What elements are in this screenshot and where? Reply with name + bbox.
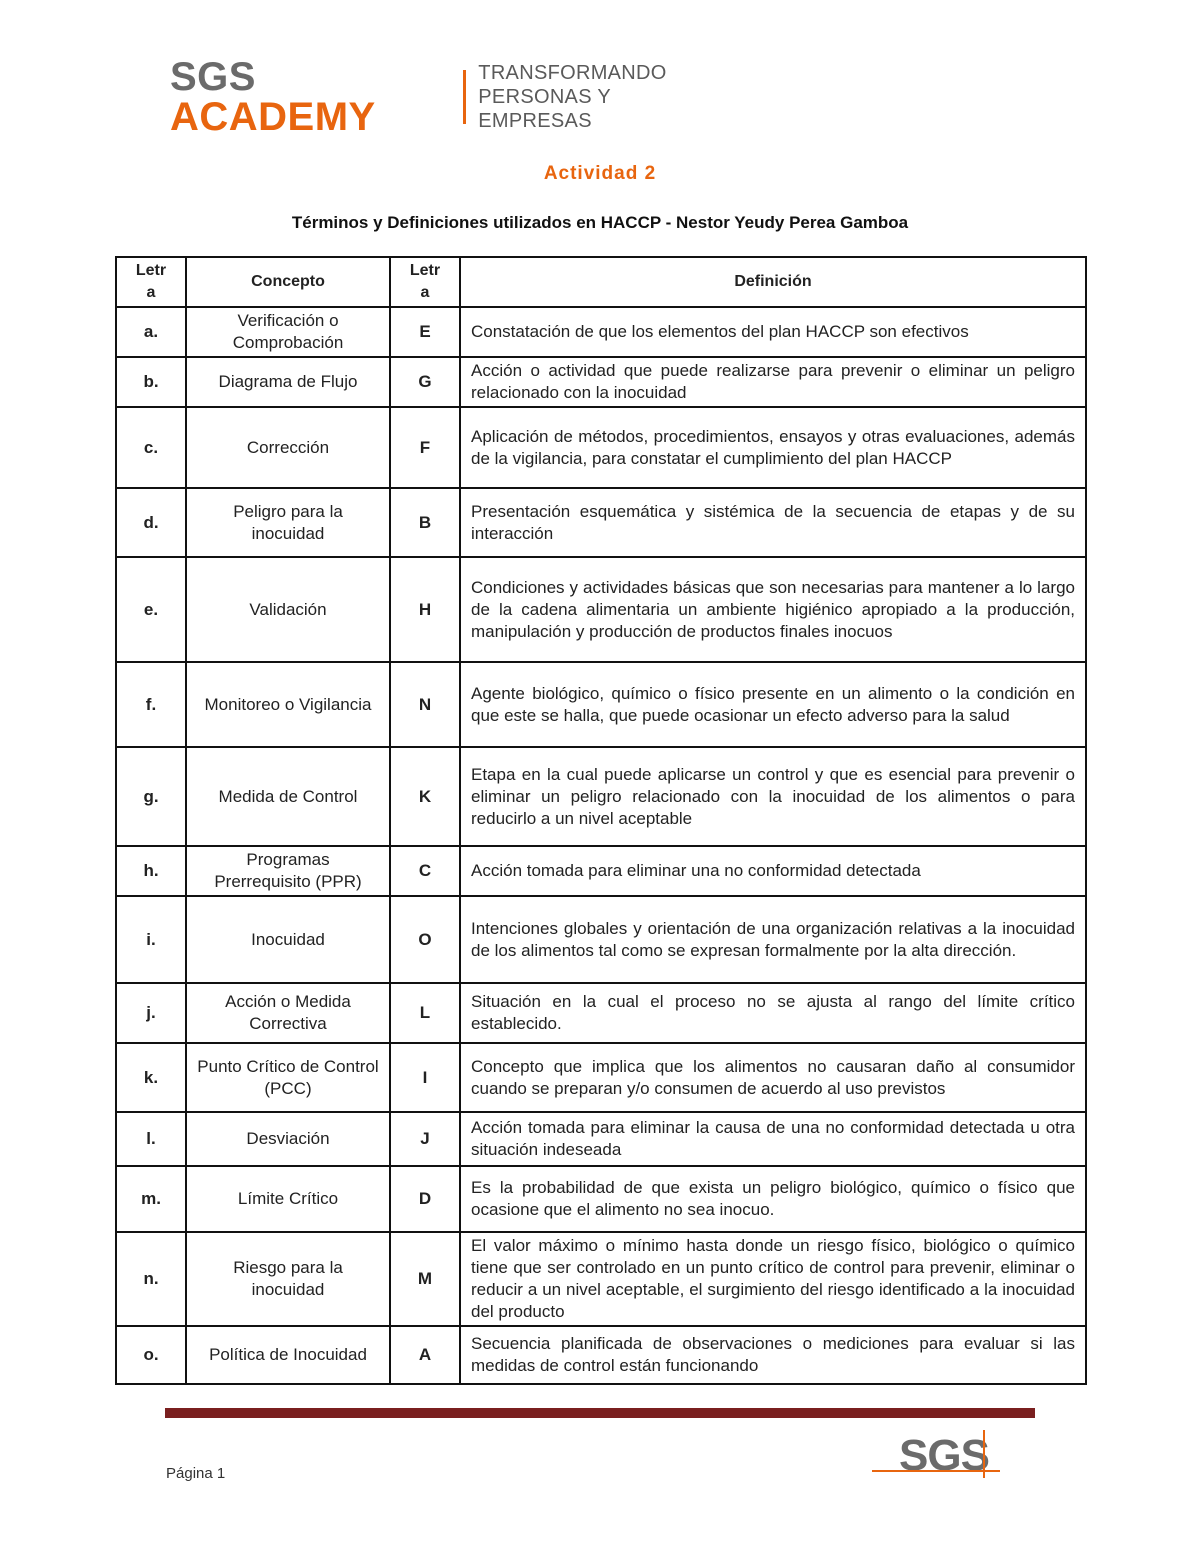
row-concept: Medida de Control	[186, 747, 390, 846]
row-letter: h.	[116, 846, 186, 896]
page-number: Página 1	[166, 1465, 226, 1482]
row-definition: Intenciones globales y orientación de una organización relativas a la inocuidad de los alimentos tal como se expresan formalmente por la alta dirección.	[460, 896, 1086, 983]
row-concept: Desviación	[186, 1112, 390, 1166]
logo-academy-text: ACADEMY	[170, 95, 376, 139]
row-definition: Aplicación de métodos, procedimientos, ensayos y otras evaluaciones, además de la vigilancia, para constatar el cumplimiento del plan HACCP	[460, 407, 1086, 488]
table-row	[116, 1232, 1086, 1326]
terms-table	[115, 256, 1087, 1385]
table-row	[116, 407, 1086, 488]
row-match-letter: K	[390, 747, 460, 846]
row-match-letter: C	[390, 846, 460, 896]
table-row	[116, 662, 1086, 747]
table-row	[116, 896, 1086, 983]
row-match-letter: N	[390, 662, 460, 747]
row-definition: Concepto que implica que los alimentos no causaran daño al consumidor cuando se preparan y/o consumen de acuerdo al uso previstos	[460, 1043, 1086, 1112]
row-definition: Secuencia planificada de observaciones o mediciones para evaluar si las medidas de control están funcionando	[460, 1326, 1086, 1384]
row-match-letter: J	[390, 1112, 460, 1166]
activity-title: Actividad 2	[543, 163, 657, 184]
row-match-letter: B	[390, 488, 460, 557]
row-definition: Es la probabilidad de que exista un peligro biológico, químico o físico que ocasione que el alimento no sea inocuo.	[460, 1166, 1086, 1232]
row-match-letter: E	[390, 307, 460, 357]
row-letter: c.	[116, 407, 186, 488]
logo-tagline	[478, 61, 718, 133]
row-match-letter: O	[390, 896, 460, 983]
row-definition: Condiciones y actividades básicas que son necesarias para mantener a lo largo de la cadena alimentaria un ambiente higiénico apropiado a la producción, manipulación y producción de productos finales inocuos	[460, 557, 1086, 662]
row-concept: Acción o Medida Correctiva	[186, 983, 390, 1043]
footer-logo-text: SGS	[899, 1431, 989, 1480]
sgs-footer-logo	[872, 1428, 1007, 1480]
table-row	[116, 1326, 1086, 1384]
row-letter: k.	[116, 1043, 186, 1112]
row-concept: Límite Crítico	[186, 1166, 390, 1232]
tagline-line-2: PERSONAS Y EMPRESAS	[478, 86, 611, 132]
row-letter: l.	[116, 1112, 186, 1166]
row-match-letter: M	[390, 1232, 460, 1326]
row-definition: Presentación esquemática y sistémica de la secuencia de etapas y de su interacción	[460, 488, 1086, 557]
row-letter: a.	[116, 307, 186, 357]
row-definition: Etapa en la cual puede aplicarse un control y que es esencial para prevenir o eliminar un peligro relacionado con la inocuidad de los alimentos o para reducirlo a un nivel aceptable	[460, 747, 1086, 846]
row-match-letter: F	[390, 407, 460, 488]
row-letter: n.	[116, 1232, 186, 1326]
row-concept: Punto Crítico de Control (PCC)	[186, 1043, 390, 1112]
row-concept: Validación	[186, 557, 390, 662]
row-letter: j.	[116, 983, 186, 1043]
table-row	[116, 307, 1086, 357]
table-row	[116, 357, 1086, 407]
row-match-letter: I	[390, 1043, 460, 1112]
row-letter: e.	[116, 557, 186, 662]
table-header-row	[116, 257, 1086, 307]
row-concept: Peligro para la inocuidad	[186, 488, 390, 557]
tagline-line-1: TRANSFORMANDO	[478, 62, 667, 84]
sgs-academy-logo	[170, 55, 718, 139]
row-concept: Verificación o Comprobación	[186, 307, 390, 357]
row-concept: Monitoreo o Vigilancia	[186, 662, 390, 747]
table-row	[116, 846, 1086, 896]
header-letra-2: Letr a	[390, 257, 460, 307]
row-match-letter: A	[390, 1326, 460, 1384]
header-definicion: Definición	[460, 257, 1086, 307]
row-letter: m.	[116, 1166, 186, 1232]
row-match-letter: G	[390, 357, 460, 407]
row-match-letter: D	[390, 1166, 460, 1232]
logo-divider	[463, 70, 466, 124]
row-letter: g.	[116, 747, 186, 846]
row-definition: El valor máximo o mínimo hasta donde un riesgo físico, biológico o químico tiene que ser controlado en un punto crítico de control para prevenir, eliminar o reducir a un nivel aceptable, el surgimiento del riesgo identificado a la inocuidad del producto	[460, 1232, 1086, 1326]
row-letter: f.	[116, 662, 186, 747]
row-match-letter: H	[390, 557, 460, 662]
row-definition: Agente biológico, químico o físico presente en un alimento o la condición en que este se halla, que puede ocasionar un efecto adverso para la salud	[460, 662, 1086, 747]
table-row	[116, 1166, 1086, 1232]
footer-divider-bar	[165, 1408, 1035, 1418]
row-match-letter: L	[390, 983, 460, 1043]
logo-wordmark	[170, 57, 457, 137]
table-row	[116, 983, 1086, 1043]
row-concept: Diagrama de Flujo	[186, 357, 390, 407]
row-definition: Acción o actividad que puede realizarse para prevenir o eliminar un peligro relacionado con la inocuidad	[460, 357, 1086, 407]
row-concept: Inocuidad	[186, 896, 390, 983]
logo-sgs-text: SGS	[170, 55, 256, 99]
row-letter: i.	[116, 896, 186, 983]
table-row	[116, 1112, 1086, 1166]
row-definition: Situación en la cual el proceso no se ajusta al rango del límite crítico establecido.	[460, 983, 1086, 1043]
row-letter: b.	[116, 357, 186, 407]
row-concept: Corrección	[186, 407, 390, 488]
table-row	[116, 747, 1086, 846]
table-row	[116, 1043, 1086, 1112]
header-concepto: Concepto	[186, 257, 390, 307]
table-row	[116, 488, 1086, 557]
header-letra-1: Letr a	[116, 257, 186, 307]
row-concept: Política de Inocuidad	[186, 1326, 390, 1384]
row-concept: Programas Prerrequisito (PPR)	[186, 846, 390, 896]
row-definition: Constatación de que los elementos del plan HACCP son efectivos	[460, 307, 1086, 357]
row-letter: o.	[116, 1326, 186, 1384]
document-title: Términos y Definiciones utilizados en HACCP - Nestor Yeudy Perea Gamboa	[291, 213, 909, 232]
row-letter: d.	[116, 488, 186, 557]
row-definition: Acción tomada para eliminar una no conformidad detectada	[460, 846, 1086, 896]
row-definition: Acción tomada para eliminar la causa de una no conformidad detectada u otra situación indeseada	[460, 1112, 1086, 1166]
row-concept: Riesgo para la inocuidad	[186, 1232, 390, 1326]
table-row	[116, 557, 1086, 662]
